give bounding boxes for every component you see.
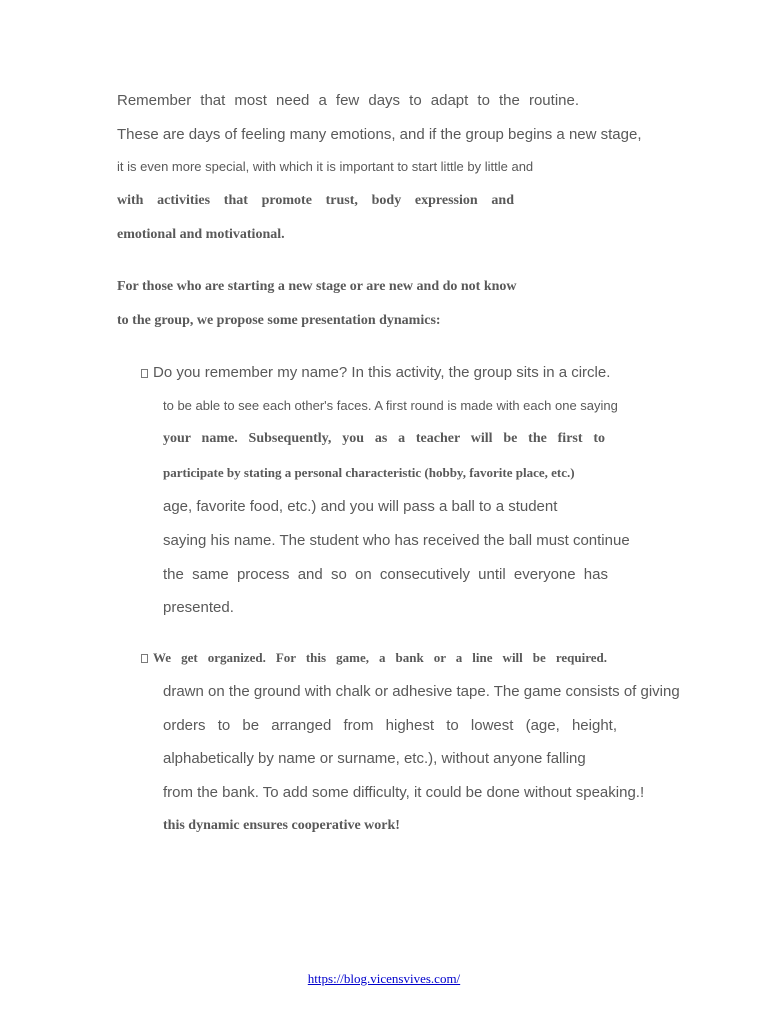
dynamic1-line-7: the same process and so on consecutively until everyone has (163, 566, 608, 583)
presentation-line-1: For those who are starting a new stage or are new and do not know (117, 279, 517, 294)
dynamic1-line-4: participate by stating a personal characteristic (hobby, favorite place, etc.) (163, 465, 575, 480)
dynamic2-line-5: from the bank. To add some difficulty, it could be done without speaking.! (163, 784, 645, 801)
dynamic2-item (141, 650, 607, 666)
dynamic1-line-1: Do you remember my name? In this activity, the group sits in a circle. (153, 364, 611, 381)
dynamic2-line-2: drawn on the ground with chalk or adhesive tape. The game consists of giving (163, 683, 680, 700)
dynamic2-line-6: this dynamic ensures cooperative work! (163, 818, 400, 833)
dynamic2-line-4: alphabetically by name or surname, etc.), without anyone falling (163, 750, 586, 767)
intro-line-3: it is even more special, with which it is important to start little by little and (117, 159, 534, 174)
dynamic2-line-1: We get organized. For this game, a bank or a line will be required. (153, 650, 607, 665)
checkbox-bullet-icon (141, 369, 148, 378)
dynamic1-line-8: presented. (163, 599, 234, 616)
intro-line-5: emotional and motivational. (117, 227, 285, 242)
dynamic1-line-2: to be able to see each other's faces. A first round is made with each one saying (163, 398, 618, 413)
dynamic2-line-3: orders to be arranged from highest to lowest (age, height, (163, 717, 617, 734)
dynamic1-line-3: your name. Subsequently, you as a teacher will be the first to (163, 431, 605, 446)
dynamic1-item (141, 364, 610, 381)
intro-line-4: with activities that promote trust, body expression and (117, 193, 514, 208)
footer (0, 971, 768, 987)
presentation-line-2: to the group, we propose some presentation dynamics: (117, 313, 441, 328)
checkbox-bullet-icon (141, 654, 148, 663)
blog-link[interactable]: https://blog.vicensvives.com/ (307, 971, 461, 986)
intro-line-2: These are days of feeling many emotions, and if the group begins a new stage, (117, 126, 642, 143)
intro-line-1: Remember that most need a few days to adapt to the routine. (117, 92, 579, 109)
dynamic1-line-6: saying his name. The student who has received the ball must continue (163, 532, 630, 549)
dynamic1-line-5: age, favorite food, etc.) and you will pass a ball to a student (163, 498, 558, 515)
